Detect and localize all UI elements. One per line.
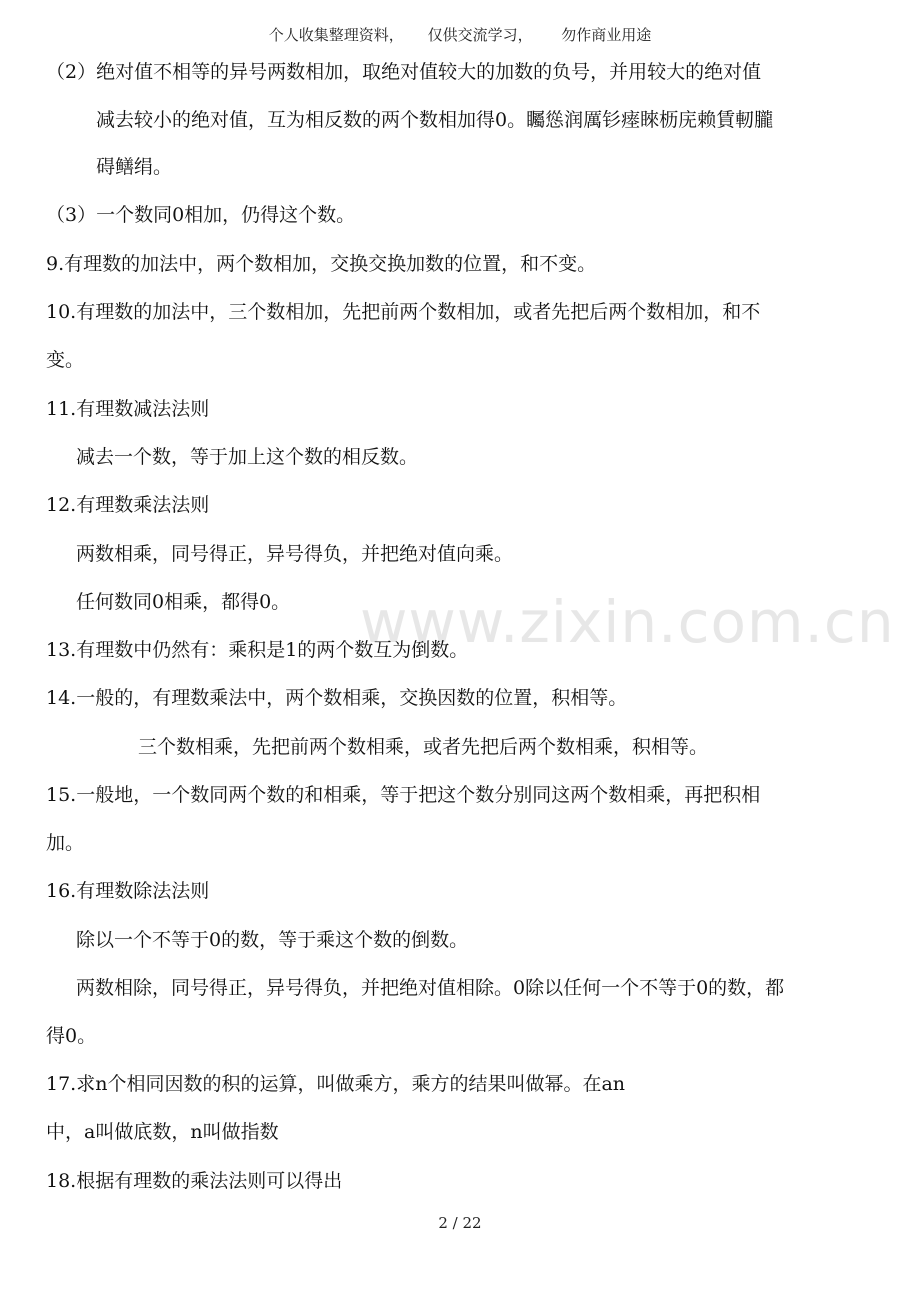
text-line: 10.有理数的加法中，三个数相加，先把前两个数相加，或者先把后两个数相加，和不 <box>46 301 761 323</box>
text-line: 14.一般的，有理数乘法中，两个数相乘，交换因数的位置，积相等。 <box>46 687 628 709</box>
text-line: （3）一个数同0相加，仍得这个数。 <box>46 204 356 226</box>
text-line: 中，a叫做底数，n叫做指数 <box>46 1121 279 1143</box>
text-line: 17.求n个相同因数的积的运算，叫做乘方，乘方的结果叫做幂。在an <box>46 1073 626 1095</box>
text-line: 加。 <box>46 832 85 854</box>
text-line: 任何数同0相乘，都得0。 <box>76 591 291 613</box>
text-line: 两数相除，同号得正，异号得负，并把绝对值相除。0除以任何一个不等于0的数，都 <box>76 977 785 999</box>
text-line: 13.有理数中仍然有：乘积是1的两个数互为倒数。 <box>46 639 469 661</box>
page-number: 2 / 22 <box>438 1214 482 1232</box>
watermark: www.zixin.com.cn <box>360 588 895 656</box>
text-line: 18.根据有理数的乘法法则可以得出 <box>46 1170 343 1192</box>
text-line: 得0。 <box>46 1025 97 1047</box>
text-line: （2）绝对值不相等的异号两数相加，取绝对值较大的加数的负号，并用较大的绝对值 <box>46 61 762 83</box>
text-line: 9.有理数的加法中，两个数相加，交换交换加数的位置，和不变。 <box>46 253 597 275</box>
text-line: 三个数相乘，先把前两个数相乘，或者先把后两个数相乘，积相等。 <box>138 736 709 758</box>
text-line: 16.有理数除法法则 <box>46 880 210 902</box>
page-header: 个人收集整理资料， 仅供交流学习， 勿作商业用途 <box>268 26 652 44</box>
text-line: 减去一个数，等于加上这个数的相反数。 <box>76 446 419 468</box>
text-line: 变。 <box>46 349 85 371</box>
text-line: 两数相乘，同号得正，异号得负，并把绝对值向乘。 <box>76 543 514 565</box>
text-line: 减去较小的绝对值，互为相反数的两个数相加得0。矚慫润厲钐瘗睞枥庑赖賃軔朧 <box>96 109 774 131</box>
text-line: 11.有理数减法法则 <box>46 398 210 420</box>
text-line: 除以一个不等于0的数，等于乘这个数的倒数。 <box>76 929 469 951</box>
text-line: 碍鳝绢。 <box>96 156 173 178</box>
text-line: 12.有理数乘法法则 <box>46 494 210 516</box>
text-line: 15.一般地，一个数同两个数的和相乘，等于把这个数分别同这两个数相乘，再把积相 <box>46 784 761 806</box>
